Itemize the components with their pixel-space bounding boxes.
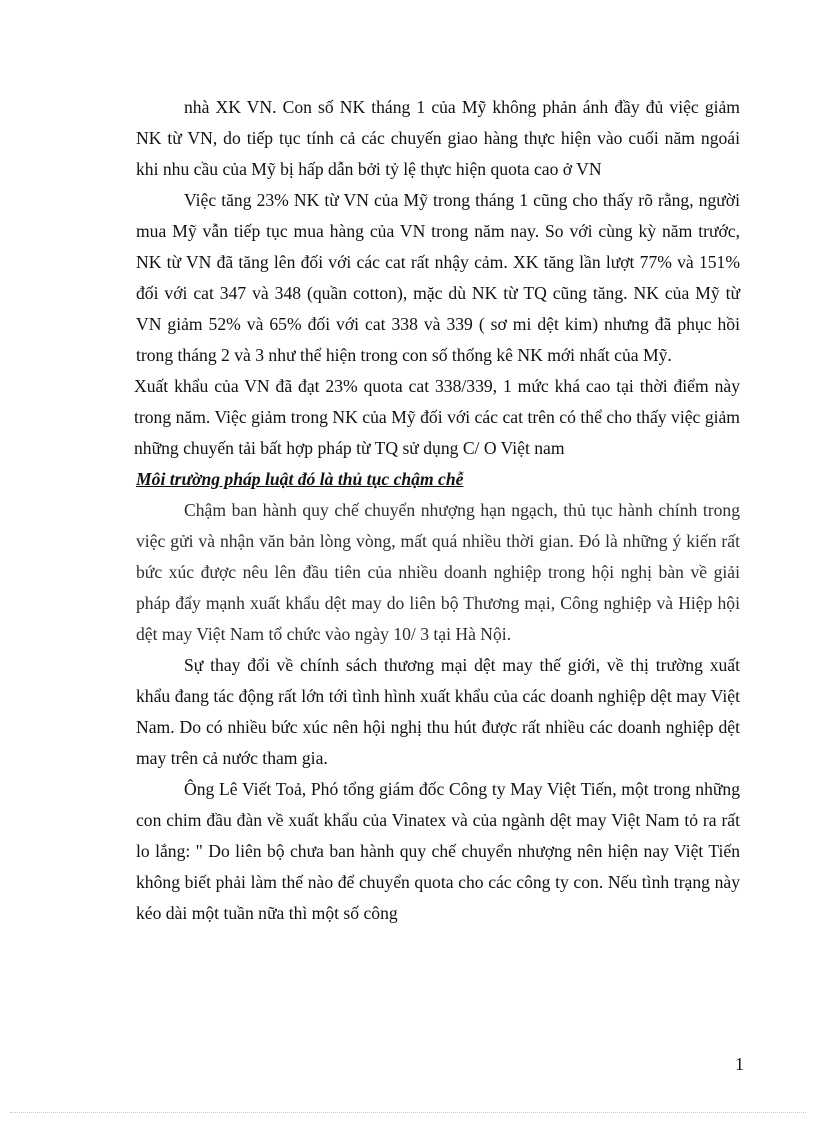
page-bottom-divider	[10, 1112, 806, 1113]
page-number: 1	[735, 1054, 744, 1074]
paragraph-1: nhà XK VN. Con số NK tháng 1 của Mỹ không phản ánh đầy đủ việc giảm NK từ VN, do tiếp tục tính cả các chuyến giao hàng thực hiện vào cuối năm ngoái khi nhu cầu của Mỹ bị hấp dẫn bởi tỷ lệ thực hiện quota cao ở VN	[136, 97, 740, 179]
document-body	[136, 92, 740, 929]
paragraph-4: Chậm ban hành quy chế chuyển nhượng hạn ngạch, thủ tục hành chính trong việc gửi và nhận văn bản lòng vòng, mất quá nhiều thời gian. Đó là những ý kiến rất bức xúc được nêu lên đầu tiên của nhiều doanh nghiệp trong hội nghị bàn về giải pháp đẩy mạnh xuất khẩu dệt may do liên bộ Thương mại, Công nghiệp và Hiệp hội dệt may Việt Nam tổ chức vào ngày 10/ 3 tại Hà Nội.	[136, 500, 740, 644]
paragraph-5: Sự thay đổi về chính sách thương mại dệt may thế giới, về thị trường xuất khẩu đang tác động rất lớn tới tình hình xuất khẩu của các doanh nghiệp dệt may Việt Nam. Do có nhiều bức xúc nên hội nghị thu hút được rất nhiều các doanh nghiệp dệt may trên cả nước tham gia.	[136, 655, 740, 768]
paragraph-2: Việc tăng 23% NK từ VN của Mỹ trong tháng 1 cũng cho thấy rõ rằng, người mua Mỹ vẫn tiếp tục mua hàng của VN trong năm nay. So với cùng kỳ năm trước, NK từ VN đã tăng lên đối với các cat rất nhậy cảm. XK tăng lần lượt 77% và 151% đối với cat 347 và 348 (quần cotton), mặc dù NK từ TQ cũng tăng. NK của Mỹ từ VN giảm 52% và 65% đối với cat 338 và 339 ( sơ mi dệt kim) nhưng đã phục hồi trong tháng 2 và 3 như thể hiện trong con số thống kê NK mới nhất của Mỹ.	[136, 190, 740, 365]
section-heading: Môi trường pháp luật đó là thủ tục chậm chễ	[136, 469, 464, 489]
paragraph-3: Xuất khẩu của VN đã đạt 23% quota cat 338/339, 1 mức khá cao tại thời điểm này trong năm. Việc giảm trong NK của Mỹ đối với các cat trên có thể cho thấy việc giảm những chuyến tải bất hợp pháp từ TQ sử dụng C/ O Việt nam	[134, 376, 740, 458]
paragraph-6: Ông Lê Viết Toả, Phó tổng giám đốc Công ty May Việt Tiến, một trong những con chim đầu đàn về xuất khẩu của Vinatex và của ngành dệt may Việt Nam tỏ ra rất lo lắng: " Do liên bộ chưa ban hành quy chế chuyển nhượng nên hiện nay Việt Tiến không biết phải làm thế nào để chuyển quota cho các công ty con. Nếu tình trạng này kéo dài một tuần nữa thì một số công	[136, 779, 740, 923]
